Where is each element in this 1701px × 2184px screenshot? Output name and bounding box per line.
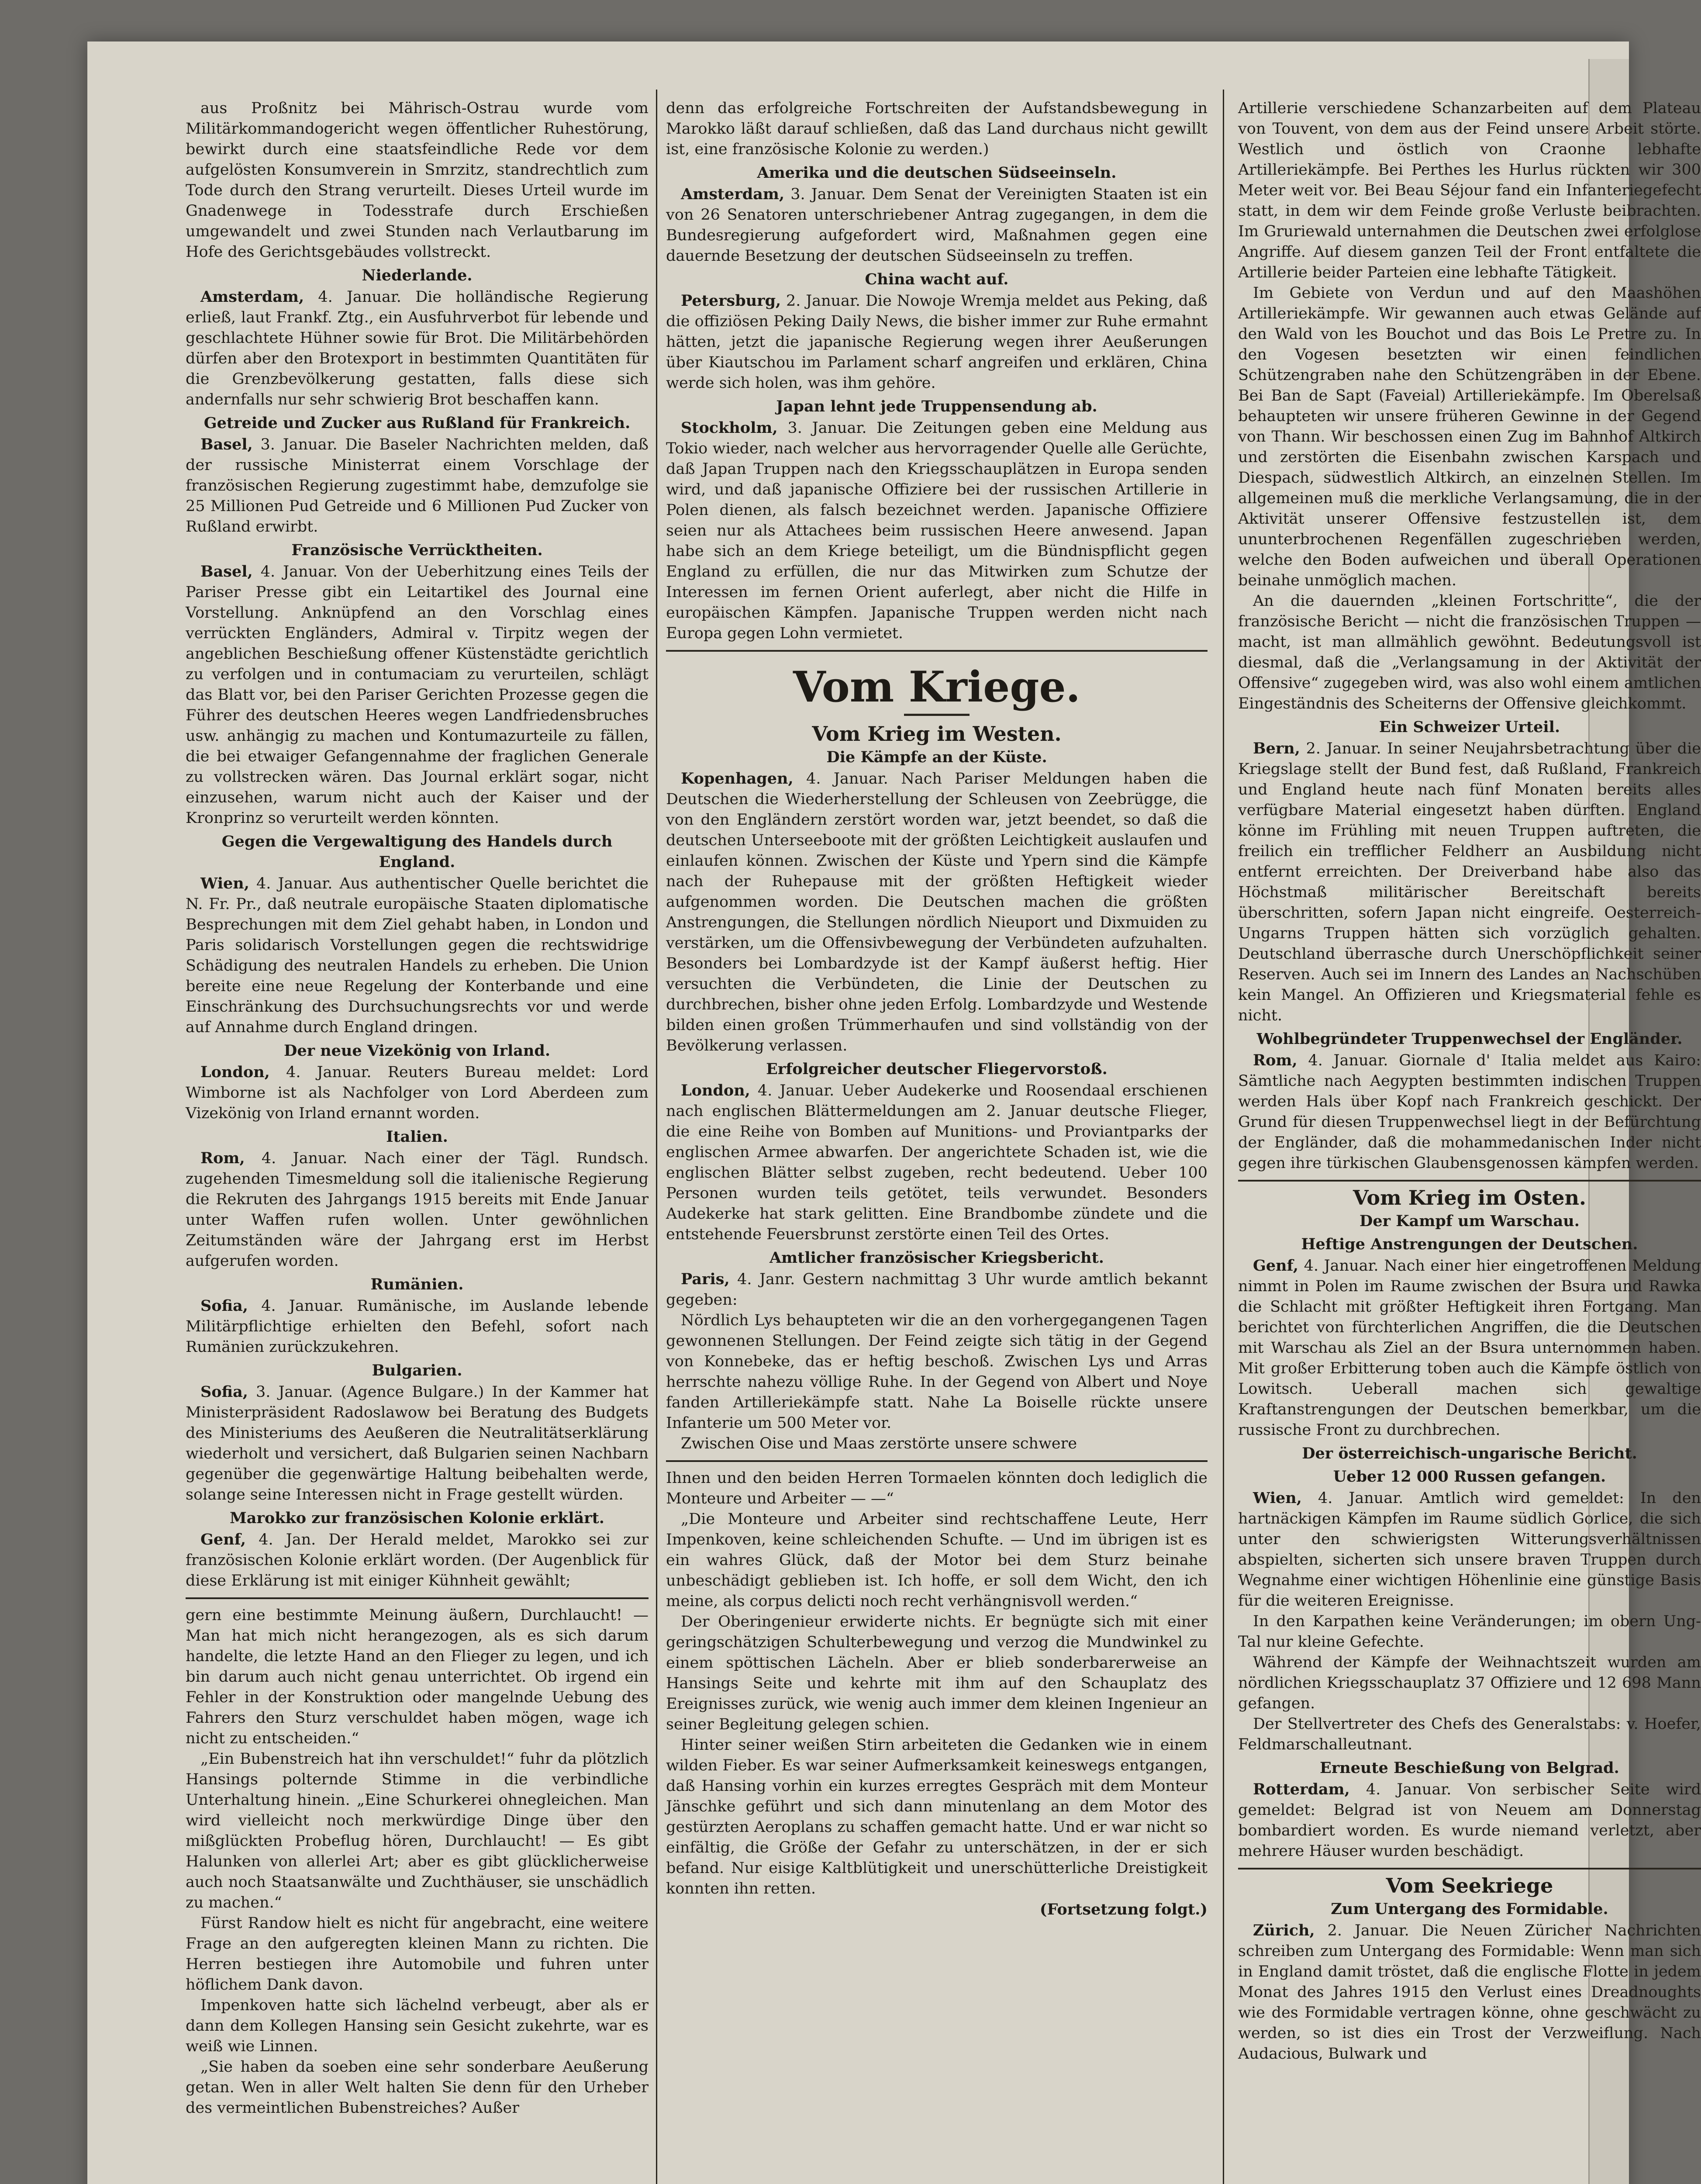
subsection-heading: Vom Krieg im Osten. (1353, 1186, 1587, 1209)
paragraph-text: 4. Januar. Nach Pariser Meldungen haben die Deutschen die Wiederherstellung der Schleusen von Zeebrügge, die von den Engländern zerstört worden war, jetzt beendet, so daß die deutschen Unterseeboote mit der größten Leichtigkeit auslaufen und einlaufen können. Zwischen der Küste und Ypern sind die Kämpfe nach der Ruhepause mit der größten Heftigkeit wieder aufgenommen worden. Die Deutschen machen die größten Anstrengungen, die Stellungen nördlich Nieuport und Dixmuiden zu verstärken, um die Offensivbewegung der Verbündeten aufzuhalten. Besonders bei Lombardzyde ist der Kampf äußerst heftig. Hier versuchten die Verbündeten, die Linie der Deutschen zu durchbrechen, bisher ohne jeden Erfolg. Lombardzyde und Westende bilden einen großen Trümmerhaufen und sind vollständig von der Bevölkerung verlassen. (666, 770, 1208, 1054)
dateline: Paris, (681, 1270, 730, 1288)
section-heading: Gegen die Vergewaltigung des Handels durch England. (221, 833, 613, 871)
section-heading: Rumänien. (370, 1275, 464, 1293)
column-rule-2 (1223, 90, 1224, 2184)
article-paragraph (666, 290, 1208, 394)
section-heading: Der Kampf um Warschau. (1359, 1212, 1580, 1230)
section-heading: Getreide und Zucker aus Rußland für Frankreich. (204, 414, 631, 432)
continuation-note: (Fortsetzung folgt.) (1039, 1901, 1208, 1918)
article-paragraph (186, 434, 649, 537)
paragraph-text: 4. Jan. Der Herald meldet, Marokko sei zur französischen Kolonie erklärt worden. (Der Augenblick für diese Erklärung ist mit einiger Kühnheit gewählt; (186, 1531, 649, 1590)
paragraph-text: 3. Januar. (Agence Bulgare.) In der Kammer hat Ministerpräsident Radoslawow bei Beratung des Budgets des Ministeriums des Aeußeren die Neutralitätserklärung wiederholt und versichert, daß Bulgarien seinen Nachbarn gegenüber die gegenwärtige Haltung beibehalten werde, solange seine Interessen nicht in Frage gestellt würden. (186, 1383, 649, 1503)
paragraph-text: 4. Januar. Amtlich wird gemeldet: In den hartnäckigen Kämpfen im Raume südlich Gorlice, die sich unter den schwierigsten Witterungsverhältnissen abspielten, sicherten sich unsere braven Truppen durch Wegnahme einer wichtigen Höhenlinie eine günstige Basis für die weiteren Ereignisse. (1238, 1489, 1701, 1610)
paragraph-text: 2. Januar. Die Neuen Züricher Nachrichten schreiben zum Untergang des Formidable: Wenn man sich in England damit tröstet, daß die englische Flotte in jedem Monat des Jahres 1915 den Verlust eines Dreadnoughts wie des Formidable vertragen könne, ohne geschwächt zu werden, so ist dies ein Trost der Verzweiflung. Nach Audacious, Bulwark und (1238, 1922, 1701, 2063)
dateline: Rom, (200, 1149, 245, 1167)
paragraph-text: 3. Januar. Die Baseler Nachrichten melden, daß der russische Ministerrat einem Vorschlage der französischen Regierung zugestimmt habe, demzufolge sie 25 Millionen Pud Getreide und 6 Millionen Pud Zucker von Rußland erwirbt. (186, 436, 649, 536)
article-paragraph (1238, 1920, 1701, 2064)
article-paragraph (186, 1382, 649, 1505)
article-paragraph (1238, 1779, 1701, 1862)
dateline: Genf, (200, 1531, 246, 1548)
subsection-heading: Vom Krieg im Westen. (812, 722, 1062, 746)
article-paragraph: Impenkoven hatte sich lächelnd verbeugt, aber als er dann dem Kollegen Hansing sein Gesicht zukehrte, war es weiß wie Linnen. (186, 1997, 649, 2055)
article-paragraph (1238, 1488, 1701, 1611)
dateline: Amsterdam, (200, 288, 304, 306)
paragraph-text: 4. Januar. Aus authentischer Quelle berichtet die N. Fr. Pr., daß neutrale europäische Staaten diplomatische Besprechungen mit dem Ziel gehabt haben, in London und Paris solidarisch Vorstellungen gegen die rechtswidrige Schädigung des neutralen Handels zu erheben. Die Union bereite eine neue Regelung der Konterbande und eine Einschränkung des Durchsuchungsrechts vor und werde auf Annahme durch England dringen. (186, 875, 649, 1036)
paragraph-text: 4. Janr. Gestern nachmittag 3 Uhr wurde amtlich bekannt gegeben: (666, 1271, 1208, 1309)
section-heading: Französische Verrücktheiten. (291, 541, 543, 559)
column-divider (1238, 1180, 1701, 1182)
dateline: Sofia, (200, 1297, 248, 1315)
article-paragraph (1238, 1050, 1701, 1174)
article-paragraph (1238, 1255, 1701, 1441)
dateline: Petersburg, (681, 292, 781, 310)
heading-rule (904, 714, 970, 716)
column-divider (186, 1597, 649, 1599)
dateline: Kopenhagen, (681, 770, 794, 788)
column-divider (666, 650, 1208, 652)
dateline: London, (200, 1063, 270, 1081)
section-heading: Der österreichisch-ungarische Bericht. (1302, 1444, 1637, 1462)
dateline: Basel, (200, 563, 253, 581)
section-heading: Zum Untergang des Formidable. (1331, 1900, 1608, 1918)
paragraph-text: 3. Januar. Die Zeitungen geben eine Meldung aus Tokio wieder, nach welcher aus hervorragender Quelle alle Gerüchte, daß Japan Truppen nach den Kriegsschauplätzen in Europa senden wird, und daß japanische Offiziere bei der russischen Artillerie in Polen dienen, als falsch bezeichnet werden. Japanische Offiziere seien nur als Attachees beim russischen Heere anwesend. Japan habe sich an dem Kriege beteiligt, um die Bündnispflicht gegen England zu erfüllen, die nur das Mitwirken zum Schutze der Interessen im fernen Orient auferlegt, aber nicht die Hilfe in europäischen Kämpfen. Japanische Truppen werden nicht nach Europa gegen Lohn vermietet. (666, 419, 1208, 642)
section-heading: Erneute Beschießung von Belgrad. (1320, 1759, 1619, 1777)
section-heading: Japan lehnt jede Truppensendung ab. (776, 397, 1097, 415)
paragraph-text: 4. Januar. Nach einer der Tägl. Rundsch. zugehenden Timesmeldung soll die italienische Regierung die Rekruten des Jahrgangs 1915 bereits mit Ende Januar unter Waffen rufen wollen. Unter gewöhnlichen Zeitumständen wäre der Jahrgang erst im Herbst aufgerufen worden. (186, 1150, 649, 1270)
dateline: Basel, (200, 435, 253, 453)
article-paragraph: Fürst Randow hielt es nicht für angebracht, eine weitere Frage an den aufgeregten kleinen Mann zu richten. Die Herren bestiegen ihre Automobile und fuhren unter höflichem Dank davon. (186, 1914, 649, 1994)
article-paragraph: „Sie haben da soeben eine sehr sonderbare Aeußerung getan. Wen in aller Welt halten Sie denn für den Urheber des vermeintlichen Bubenstreiches? Außer (186, 2058, 649, 2117)
article-paragraph: Ihnen und den beiden Herren Tormaelen könnten doch lediglich die Monteure und Arbeiter — —“ (666, 1469, 1208, 1507)
article-paragraph: aus Proßnitz bei Mährisch-Ostrau wurde vom Militärkommandogericht wegen öffentlicher Ruhestörung, bewirkt durch eine staatsfeindliche Rede vor dem aufgelösten Konsumverein in Smrzitz, standrechtlich zum Tode durch den Strang verurteilt. Dieses Urteil wurde im Gnadenwege in Todesstrafe durch Erschießen umgewandelt und zwei Stunden nach Verlautbarung im Hofe des Gerichtsgebäudes vollstreckt. (186, 100, 649, 261)
article-paragraph (1238, 738, 1701, 1026)
article-paragraph: Nördlich Lys behaupteten wir die an den vorhergegangenen Tagen gewonnenen Stellungen. Der Feind zeigte sich tätig in der Gegend von Konnebeke, das er heftig beschoß. Zwischen Lys und Arras herrschte nahezu völlige Ruhe. In der Gegend von Albert und Noye fanden Artilleriekämpfe statt. Nahe La Boiselle rückte unsere Infanterie um 500 Meter vor. (666, 1312, 1208, 1432)
article-paragraph: Zwischen Oise und Maas zerstörte unsere schwere (681, 1435, 1077, 1452)
column-divider (1238, 1868, 1701, 1870)
article-paragraph: Artillerie verschiedene Schanzarbeiten auf dem Plateau von Touvent, von dem aus der Feind unsere Arbeit störte. Westlich und östlich von Craonne lebhafte Artilleriekämpfe. Bei Perthes les Hurlus rückten wir 300 Meter weit vor. Bei Beau Séjour fand ein Infanteriegefecht statt, in dem wir dem Feinde große Verluste beibrachten. Im Gruriewald unternahmen die Deutschen zwei erfolglose Angriffe. Auf diesem ganzen Teil der Front entfaltete die Artillerie beider Parteien eine lebhafte Tätigkeit. (1238, 100, 1701, 281)
article-paragraph: Während der Kämpfe der Weihnachtszeit wurden am nördlichen Kriegsschauplatz 37 Offiziere und 12 698 Mann gefangen. (1238, 1654, 1701, 1712)
column-1 (186, 98, 649, 2118)
paragraph-text: 2. Januar. In seiner Neujahrsbetrachtung über die Kriegslage stellt der Bund fest, daß Rußland, Frankreich und England heute nach fünf Monaten bereits alles verfügbare Material eingesetzt haben dürften. England könne im Frühling mit neuen Truppen auftreten, die freilich ein trefflicher Feldherr an Ausbildung nicht entfernt erreichten. Der Dreiverband habe also das Höchstmaß militärischer Bereitschaft bereits überschritten, sofern Japan nicht eingreife. Oesterreich-Ungarns Truppen hätten sich vorzüglich gehalten. Deutschland überrasche durch Unerschöpflichkeit seiner Reserven. Auch sei im Innern des Landes an Nachschüben kein Mangel. An Offizieren und Kriegsmaterial fehle es nicht. (1238, 740, 1701, 1024)
paragraph-text: 4. Januar. Reuters Bureau meldet: Lord Wimborne ist als Nachfolger von Lord Aberdeen zum Vizekönig von Irland ernannt worden. (186, 1064, 649, 1122)
section-heading: Niederlande. (362, 266, 473, 284)
subsection-heading: Vom Seekriege (1386, 1874, 1553, 1897)
dateline: London, (681, 1082, 750, 1099)
column-3 (1238, 98, 1701, 2064)
paragraph-text: 4. Januar. Rumänische, im Auslande lebende Militärpflichtige erhielten den Befehl, sofort nach Rumänien zurückzukehren. (186, 1297, 649, 1356)
article-paragraph (186, 1148, 649, 1272)
section-heading: Amerika und die deutschen Südseeinseln. (757, 164, 1117, 182)
section-heading: China wacht auf. (865, 270, 1009, 288)
main-heading: Vom Kriege. (793, 662, 1080, 712)
column-2 (666, 98, 1208, 1920)
section-heading: Erfolgreicher deutscher Fliegervorstoß. (766, 1060, 1108, 1078)
article-paragraph (186, 561, 649, 829)
article-paragraph (666, 1080, 1208, 1245)
dateline: Stockholm, (681, 419, 778, 437)
paragraph-text: 4. Januar. Ueber Audekerke und Roosendaal erschienen nach englischen Blättermeldungen am 2. Januar deutsche Flieger, die eine Reihe von Bomben auf Munitions- und Proviantparks der englischen Armee abwarfen. Der angerichtete Schaden ist, wie die englischen Blätter selbst zugeben, recht bedeutend. Ueber 100 Personen wurden teils getötet, teils verwundet. Besonders Audekerke hat stark gelitten. Eine Brandbombe zündete und die entstehende Feuersbrunst zerstörte einen Teil des Ortes. (666, 1082, 1208, 1243)
dateline: Zürich, (1253, 1921, 1315, 1939)
article-paragraph (666, 184, 1208, 266)
dateline: Amsterdam, (681, 185, 785, 203)
dateline: Rotterdam, (1253, 1780, 1350, 1798)
article-paragraph: „Die Monteure und Arbeiter sind rechtschaffene Leute, Herr Impenkoven, keine schleichenden Schufte. — Und im übrigen ist es ein wahres Glück, daß der Motor bei dem Sturz beinahe unbeschädigt geblieben ist. Ich hoffe, er soll dem Wicht, den ich meine, als corpus delicti noch recht verhängnisvoll werden.“ (666, 1510, 1208, 1610)
article-paragraph: Der Oberingenieur erwiderte nichts. Er begnügte sich mit einer geringschätzigen Schulterbewegung und verzog die Mundwinkel zu einem spöttischen Lächeln. Aber er blieb sonderbarerweise an Hansings Seite und kehrte mit ihm auf den Schauplatz des Ereignisses zurück, wie wenig auch immer dem kleinen Ingenieur an seiner Begleitung gelegen schien. (666, 1613, 1208, 1733)
paragraph-text: 4. Januar. Giornale d' Italia meldet aus Kairo: Sämtliche nach Aegypten bestimmten indischen Truppen werden Hals über Kopf nach Frankreich geschickt. Der Grund für diesen Truppenwechsel liegt in der Befürchtung der Engländer, daß die mohammedanischen Inder nicht gegen ihre türkischen Glaubensgenossen kämpfen werden. (1238, 1052, 1701, 1172)
article-paragraph (186, 1062, 649, 1124)
article-paragraph: denn das erfolgreiche Fortschreiten der Aufstandsbewegung in Marokko läßt darauf schließen, daß das Land durchaus nicht gewillt ist, eine französische Kolonie zu werden.) (666, 100, 1208, 158)
section-heading: Ein Schweizer Urteil. (1379, 718, 1560, 736)
article-paragraph: In den Karpathen keine Veränderungen; im obern Ung-Tal nur kleine Gefechte. (1238, 1613, 1701, 1651)
article-paragraph: Der Stellvertreter des Chefs des Generalstabs: v. Hoefer, Feldmarschalleutnant. (1238, 1715, 1701, 1753)
paragraph-text: 3. Januar. Dem Senat der Vereinigten Staaten ist ein von 26 Senatoren unterschriebener Antrag zugegangen, in dem die Bundesregierung aufgefordert wird, Maßnahmen gegen eine dauernde Besetzung der deutschen Südseeinseln zu treffen. (666, 186, 1208, 265)
paragraph-text: 4. Januar. Nach einer hier eingetroffenen Meldung nimmt in Polen im Raume zwischen der Bsura und Rawka die Schlacht mit größter Heftigkeit ihren Fortgang. Man berichtet von fürchterlichen Angriffen, die die Deutschen mit Warschau als Ziel an der Bsura unternommen haben. Mit großer Erbitterung toben auch die Kämpfe östlich von Lowitsch. Ueberall machen sich gewaltige Kraftanstrengungen der Deutschen bemerkbar, um die russische Front zu durchbrechen. (1238, 1257, 1701, 1439)
section-heading: Ueber 12 000 Russen gefangen. (1333, 1468, 1606, 1486)
article-paragraph (666, 418, 1208, 644)
column-divider (666, 1460, 1208, 1462)
article-paragraph (186, 873, 649, 1038)
dateline: Wien, (1253, 1489, 1302, 1507)
section-heading: Amtlicher französischer Kriegsbericht. (769, 1249, 1104, 1267)
column-rule-1 (656, 90, 657, 2184)
dateline: Bern, (1253, 740, 1300, 757)
article-paragraph: An die dauernden „kleinen Fortschritte“, die der französische Bericht — nicht die französischen Truppen — macht, ist man allmählich gewöhnt. Bedeutungsvoll ist diesmal, daß die „Verlangsamung in der Aktivität der Offensive“ zugegeben wird, was also wohl einem amtlichen Eingeständnis des Scheiterns der Offensive gleichkommt. (1238, 592, 1701, 712)
article-paragraph: gern eine bestimmte Meinung äußern, Durchlaucht! — Man hat mich nicht herangezogen, als es sich darum handelte, die letzte Hand an den Flieger zu legen, und ich bin darum auch nicht genau unterrichtet. Ob irgend ein Fehler in der Konstruktion oder mangelnde Uebung des Fahrers den Sturz verschuldet haben mögen, wage ich nicht zu entscheiden.“ (186, 1607, 649, 1747)
article-paragraph: Im Gebiete von Verdun und auf den Maashöhen Artilleriekämpfe. Wir gewannen auch etwas Gelände auf den Wald von les Bouchot und das Bois Le Pretre zu. In den Vogesen besetzten wir einen feindlichen Schützengraben nahe den Schützengräben in der Ebene. Bei Ban de Sapt (Faveial) Artilleriekämpfe. Im Oberelsaß behaupteten wir unsere früheren Gewinne in der Gegend von Thann. Wir beschossen einen Zug im Bahnhof Altkirch und zerstörten die Eisenbahn zwischen Karspach und Diespach, südwestlich Altkirch, an einzelnen Stellen. Im allgemeinen muß die merkliche Verlangsamung, die in der Aktivität unserer Offensive festzustellen ist, dem ununterbrochenen Regenfällen zugeschrieben werden, welche den Boden aufweichen und überall Operationen beinahe unmöglich machen. (1238, 284, 1701, 589)
newspaper-page (87, 41, 1701, 2184)
paragraph-text: 4. Januar. Von der Ueberhitzung eines Teils der Pariser Presse gibt ein Leitartikel des Journal eine Vorstellung. Anknüpfend an den Vorschlag eines verrückten Engländers, Admiral v. Tirpitz wegen der angeblichen Beschießung offener Küstenstädte gerichtlich zu verfolgen und in contumaciam zu verurteilen, schlägt das Blatt vor, bei den Pariser Gerichten Prozesse gegen die Führer des deutschen Heeres wegen Landfriedensbruches usw. anhängig zu machen und Kontumazurteile zu fällen, die bei etwaiger Gefangennahme der fraglichen Generale zu vollstrecken wären. Das Journal erklärt sogar, nicht einzusehen, warum nicht auch der Kaiser und der Kronprinz so verurteilt werden könnten. (186, 563, 649, 827)
article-paragraph (186, 287, 649, 410)
section-heading: Italien. (386, 1128, 448, 1146)
article-paragraph (666, 1269, 1208, 1310)
article-paragraph (666, 768, 1208, 1056)
section-heading: Der neue Vizekönig von Irland. (283, 1042, 551, 1060)
paragraph-text: 4. Januar. Die holländische Regierung erließ, laut Frankf. Ztg., ein Ausfuhrverbot für lebende und geschlachtete Hühner sowie für Brot. Die Militärbehörden dürfen aber den Brotexport in bestimmten Quantitäten für die Grenzbevölkerung gestatten, falls diese sich andernfalls nur sehr schwierig Brot beschaffen kann. (186, 288, 649, 408)
paragraph-text: 4. Januar. Von serbischer Seite wird gemeldet: Belgrad ist von Neuem am Donnerstag bombardiert worden. Es wurde niemand verletzt, aber mehrere Häuser wurden beschädigt. (1238, 1781, 1701, 1860)
article-paragraph (186, 1529, 649, 1591)
dateline: Genf, (1253, 1257, 1299, 1275)
dateline: Rom, (1253, 1051, 1297, 1069)
paragraph-text: 2. Januar. Die Nowoje Wremja meldet aus Peking, daß die offiziösen Peking Daily News, die bisher immer zur Ruhe ermahnt hätten, jetzt die japanische Regierung wegen ihrer Aeußerungen über Kiautschou im Parlament scharf angreifen und erklären, China werde sich holen, was ihm gehöre. (666, 292, 1208, 392)
section-heading: Bulgarien. (372, 1362, 462, 1379)
section-heading: Die Kämpfe an der Küste. (826, 748, 1047, 766)
article-paragraph (186, 1296, 649, 1358)
dateline: Sofia, (200, 1383, 248, 1401)
dateline: Wien, (200, 874, 249, 892)
section-heading: Heftige Anstrengungen der Deutschen. (1301, 1235, 1638, 1253)
section-heading: Marokko zur französischen Kolonie erklärt. (230, 1509, 604, 1527)
article-paragraph: „Ein Bubenstreich hat ihn verschuldet!“ fuhr da plötzlich Hansings polternde Stimme in die verbindliche Unterhaltung hinein. „Eine Schurkerei ohnegleichen. Man wird vielleicht noch merkwürdige Dinge über den mißglückten Probeflug hören, Durchlaucht! — Es gibt Halunken von allerlei Art; aber es gibt glücklicherweise auch noch Staatsanwälte und Zuchthäuser, sie unschädlich zu machen.“ (186, 1750, 649, 1911)
article-paragraph: Hinter seiner weißen Stirn arbeiteten die Gedanken wie in einem wilden Fieber. Es war seiner Aufmerksamkeit keineswegs entgangen, daß Hansing vorhin ein kurzes erregtes Gespräch mit dem Monteur Jänschke geführt und sich dann minutenlang an dem Motor des gestürzten Aeroplans zu schaffen gemacht hatte. Und er war nicht so einfältig, die Größe der Gefahr zu unterschätzen, in der er sich befand. Nur eisige Kaltblütigkeit und unerschütterliche Dreistigkeit konnten ihn retten. (666, 1736, 1208, 1897)
section-heading: Wohlbegründeter Truppenwechsel der Engländer. (1256, 1030, 1683, 1048)
